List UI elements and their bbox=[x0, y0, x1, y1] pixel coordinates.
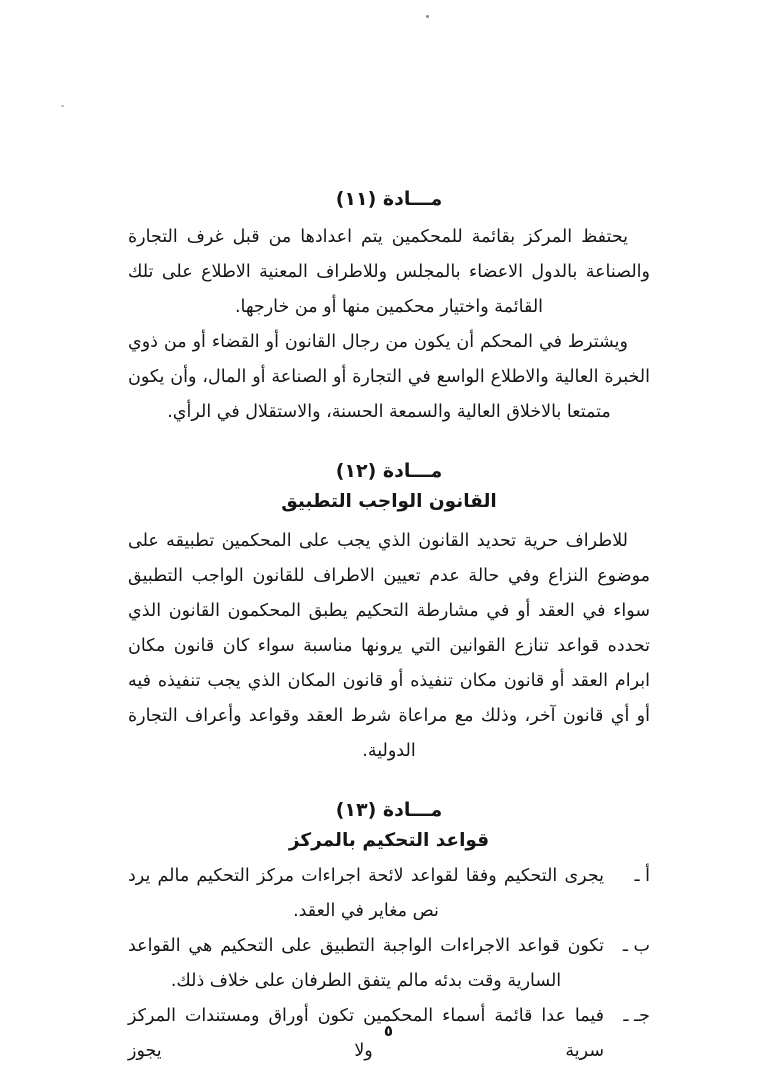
article-11-paragraph-2: ويشترط في المحكم أن يكون من رجال القانون أو القضاء أو من ذوي الخبرة العالية والاطلاع الواسع في التجارة أو الصناعة أو المال، وأن يكون متمتعا بالاخلاق العالية والسمعة الحسنة، والاستقلال في الرأي. bbox=[128, 332, 650, 422]
list-item-a bbox=[128, 859, 650, 929]
article-12-paragraph-1: للاطراف حرية تحديد القانون الذي يجب على المحكمين تطبيقه على موضوع النزاع وفي حالة عدم تعيين الاطراف للقانون الواجب التطبيق سواء في العقد أو في مشارطة التحكيم يطبق المحكمون القانون الذي تحدده قواعد تنازع القوانين التي يرونها مناسبة سواء كان قانون مكان ابرام العقد أو قانون مكان تنفيذه أو قانون المكان الذي يجب تنفيذه فيه أو أي قانون آخر، وذلك مع مراعاة شرط العقد وقواعد وأعراف التجارة الدولية. bbox=[128, 531, 650, 761]
list-item-c-marker: جـ ـ bbox=[623, 1006, 650, 1026]
scan-artifact-dot bbox=[426, 15, 429, 18]
list-item-b bbox=[128, 929, 650, 999]
text-block bbox=[128, 184, 650, 1069]
list-item-a-text: يجرى التحكيم وفقا لقواعد لائحة اجراءات مركز التحكيم مالم يرد نص مغاير في العقد. bbox=[128, 866, 604, 921]
article-12-subheading: القانون الواجب التطبيق bbox=[281, 491, 497, 512]
article-13-heading: مـــادة (١٣) bbox=[335, 799, 443, 821]
page-number: ٥ bbox=[383, 1022, 394, 1040]
article-11-section bbox=[128, 184, 650, 430]
scan-artifact-dot bbox=[61, 105, 64, 107]
article-12-heading: مـــادة (١٢) bbox=[335, 460, 443, 482]
article-13-subheading: قواعد التحكيم بالمركز bbox=[288, 830, 490, 851]
list-item-b-marker: ب ـ bbox=[622, 936, 650, 956]
list-item-b-text: تكون قواعد الاجراءات الواجبة التطبيق على التحكيم هي القواعد السارية وقت بدئه مالم يتفق الطرفان على خلاف ذلك. bbox=[128, 936, 604, 991]
list-item-a-marker: أ ـ bbox=[634, 866, 650, 886]
article-12-section bbox=[128, 456, 650, 769]
article-11-paragraph-1: يحتفظ المركز بقائمة للمحكمين يتم اعدادها من قبل غرف التجارة والصناعة بالدول الاعضاء بالمجلس وللاطراف المعنية الاطلاع على تلك القائمة واختيار محكمين منها أو من خارجها. bbox=[128, 227, 650, 317]
list-item-c-text: فيما عدا قائمة أسماء المحكمين تكون أوراق ومستندات المركز سرية ولا يجوز bbox=[128, 1006, 604, 1061]
article-11-heading: مـــادة (١١) bbox=[335, 188, 443, 210]
